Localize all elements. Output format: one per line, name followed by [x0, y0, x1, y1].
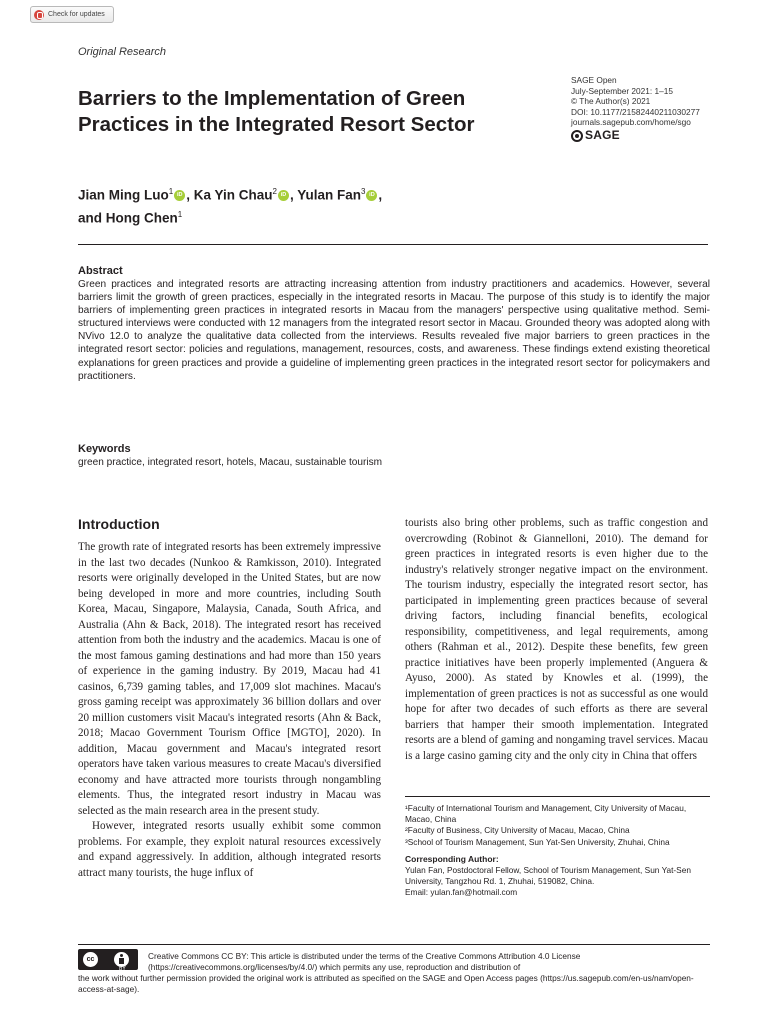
author-affiliation-marker: 2 [272, 187, 277, 196]
body-paragraph: The growth rate of integrated resorts has been extremely impressive in the last two decades (Nunkoo & Ramkisson, 2010). Integrated resorts were originally developed in the United States, but are now being developed in more and more countries, including South Korea, Macau, Singapore, Malaysia, Canada, South Africa, and Australia (Ahn & Back, 2018). The integrated resort has received attention from both the industry and the academics. Macau is one of the most famous gaming destinations and had more than 150 years of experience in the gaming industry. By 2019, Macau had 41 casinos, 6,739 gaming tables, and 17,009 slot machines. Macau's gross gaming receipt was approximately 36 billion dollars and over 20 million customers visit Macau's integrated resorts (Ahn & Back, 2018; Macao Government Tourism Office [MGTO], 2020). In addition, Macau government and Macau's integrated resort operators have taken various measures to create Macau's diversified economy and have attracted more tourists through nongambling elements. Thus, the integrated resort industry in Macau was selected as the main research area in the present study. [78, 541, 381, 817]
author-separator: , [378, 187, 383, 203]
affiliation-note: ³School of Tourism Management, Sun Yat-Sen University, Zhuhai, China [405, 836, 670, 847]
journal-doi[interactable]: DOI: 10.1177/21582440211030277 [571, 106, 700, 117]
keywords-heading: Keywords [78, 443, 131, 455]
creative-commons-icon: cc [83, 952, 98, 967]
author-affiliation-marker: 1 [168, 187, 174, 196]
introduction-heading: Introduction [78, 516, 160, 532]
journal-url[interactable]: journals.sagepub.com/home/sgo [571, 117, 691, 127]
body-paragraph: However, integrated resorts usually exhibit some common problems. For example, they exploit natural resources excessively and expand aggressively. In addition, although integrated resorts attract many tourists, the huge influx of [78, 820, 381, 879]
license-text: Creative Commons CC BY: This article is distributed under the terms of the Creative Commons Attribution 4.0 License (https://creativecommons.org/licenses/by/4.0/) which permits any use, reproduction and distribution of [148, 951, 581, 972]
body-column-left [78, 516, 381, 881]
affiliation-note: ¹Faculty of International Tourism and Management, City University of Macau, Macao, China [405, 803, 687, 825]
abstract-section [78, 265, 710, 383]
bookmark-icon [34, 10, 44, 20]
cc-by-logo[interactable] [78, 949, 138, 970]
journal-name: SAGE Open [571, 75, 617, 85]
cc-by-label: BY [119, 966, 126, 972]
journal-issue: July-September 2021: 1–15 [571, 85, 673, 96]
body-paragraph: tourists also bring other problems, such as traffic congestion and overcrowding (Robinot & Giannelloni, 2010). The demand for green practices in integrated resorts is even higher due to the industry's relatively stronger negative impact on the environment. The tourism industry, especially the integrated resort sector, has participated in implementing green practices because of several driving factors, including financial benefits, ecological responsibility, competitiveness, and legal requirements, among others (Rahman et al., 2012). Despite these benefits, few green practice initiatives have been properly implemented (Anguera & Ayuso, 2000). As stated by Knowles et al. (1999), the implementation of green practices is not as successful as one would hope for after two decades of such efforts as there are several barriers that hamper their smooth implementation. Integrated resorts are a blend of gaming and nongaming travel services. Macau is a large casino gaming city and the only city in China that offers [405, 517, 708, 762]
journal-info [571, 75, 700, 142]
article-type-label: Original Research [78, 46, 167, 58]
license-footer [78, 944, 710, 995]
corresponding-author-heading: Corresponding Author: [405, 853, 499, 864]
orcid-icon[interactable]: iD [366, 190, 377, 201]
license-text-continued: the work without further permission provided the original work is attributed as specified on the SAGE and Open Access pages (https://us.sagepub.com/en-us/nam/open-access-at-sage). [78, 973, 694, 994]
corresponding-author-email[interactable]: Email: yulan.fan@hotmail.com [405, 887, 518, 898]
author-affiliation-marker: 3 [360, 187, 366, 196]
header-divider [78, 244, 708, 245]
sage-logo [571, 130, 700, 142]
author-affiliation-marker: 1 [177, 209, 183, 219]
check-for-updates-badge[interactable] [30, 6, 114, 23]
affiliation-note: ²Faculty of Business, City University of Macau, Macao, China [405, 825, 630, 836]
author-name[interactable]: Jian Ming Luo [78, 187, 169, 203]
orcid-icon[interactable]: iD [174, 190, 185, 201]
footnotes [405, 796, 710, 899]
article-title: Barriers to the Implementation of Green Practices in the Integrated Resort Sector [78, 87, 475, 136]
corresponding-author-address: Yulan Fan, Postdoctoral Fellow, School of Tourism Management, Sun Yat-Sen University, Tangzhou Rd. 1, Zhuhai, 519082, China. [405, 865, 691, 887]
abstract-heading: Abstract [78, 265, 123, 277]
orcid-icon[interactable]: iD [278, 190, 289, 201]
author-list [78, 182, 382, 227]
keywords-section [78, 443, 710, 469]
journal-copyright: © The Author(s) 2021 [571, 96, 651, 106]
author-separator: , [289, 187, 298, 203]
author-name[interactable]: Ka Yin Chau [193, 187, 273, 203]
author-name[interactable]: and Hong Chen [78, 210, 178, 225]
keywords-text: green practice, integrated resort, hotels, Macau, sustainable tourism [78, 457, 383, 468]
check-for-updates-label: Check for updates [48, 11, 105, 18]
author-separator: , [186, 187, 194, 203]
sage-logo-icon [571, 130, 583, 142]
abstract-text: Green practices and integrated resorts are attracting increasing attention from industry practitioners and academics. However, several barriers limit the growth of green practices, especially in the integrated resorts in Macau. The purpose of this study is to identify the major barriers of implementing green practices in integrated resorts in Macau from the managers' perspective using qualitative method. Semi-structured interviews were conducted with 12 managers from the integrated resort sector in Macau. Grounded theory was adopted along with NVivo 12.0 to analyze the qualitative data collected from the interviews. Results revealed five major barriers to green practices in the integrated resort sector: policies and regulations, management, resources, costs, and awareness. These findings extend existing theoretical explanations for green practices and provide a guideline of implementing green practices in the integrated resort sector for policymakers and practitioners. [78, 279, 710, 382]
body-column-right [405, 516, 708, 764]
sage-logo-text: SAGE [585, 128, 620, 143]
author-name[interactable]: Yulan Fan [297, 187, 361, 203]
